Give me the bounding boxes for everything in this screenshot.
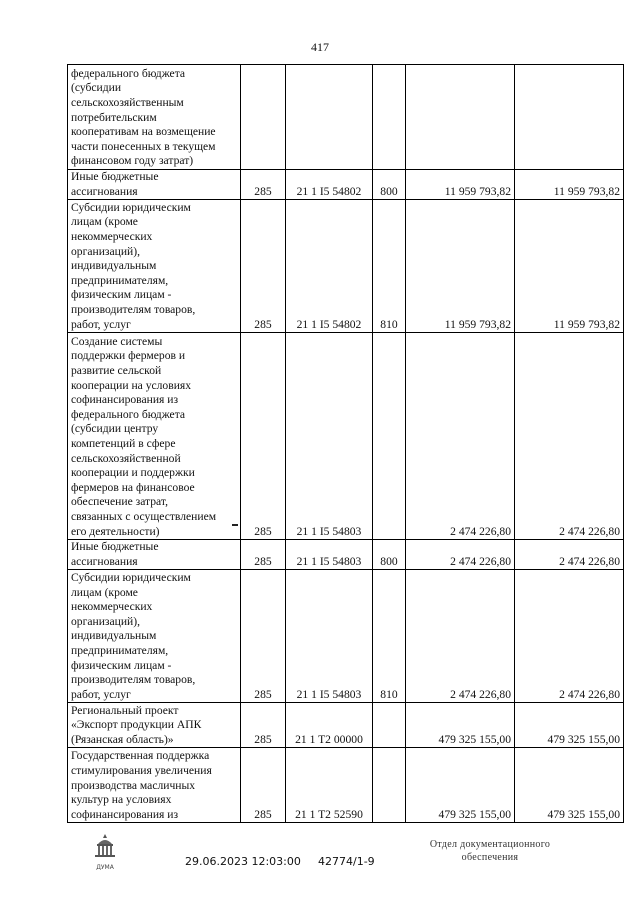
row-amount1-cell: 2 474 226,80 (406, 540, 515, 570)
row-amount2-cell (515, 65, 624, 170)
table-row (68, 748, 624, 823)
table-row (68, 333, 624, 540)
row-name: Региональный проект «Экспорт продукции АПК (Рязанская область)» (71, 703, 202, 746)
row-adm-cell: 285 (241, 703, 286, 748)
row-name: Субсидии юридическим лицам (кроме некоммерческих организаций), индивидуальным предпринимателям, физическим лицам - производителям товаров, работ, услуг (71, 200, 196, 331)
footer-datetime: 29.06.2023 12:03:00 (185, 855, 301, 868)
row-vr-cell (373, 333, 406, 540)
row-adm-cell (241, 65, 286, 170)
row-csr-cell: 21 1 I5 54802 (286, 170, 373, 200)
row-csr-cell: 21 1 I5 54803 (286, 570, 373, 703)
row-name: Государственная поддержка стимулирования увеличения производства масличных культур на условиях софинансирования из (71, 749, 212, 821)
row-amount2-cell: 2 474 226,80 (515, 540, 624, 570)
row-name: Иные бюджетные ассигнования (71, 170, 159, 198)
row-amount2-cell: 2 474 226,80 (515, 333, 624, 540)
table-row (68, 540, 624, 570)
row-csr-cell: 21 1 I5 54802 (286, 200, 373, 333)
row-amount1-cell: 479 325 155,00 (406, 703, 515, 748)
table-row (68, 65, 624, 170)
row-name: Субсидии юридическим лицам (кроме некоммерческих организаций), индивидуальным предпринимателям, физическим лицам - производителям товаров, работ, услуг (71, 571, 196, 701)
row-name: Иные бюджетные ассигнования (71, 540, 159, 568)
row-amount1-cell: 479 325 155,00 (406, 748, 515, 823)
row-name-cell (68, 748, 241, 823)
footer-doc-number: 42774/1-9 (318, 855, 375, 868)
row-csr-cell: 21 1 T2 00000 (286, 703, 373, 748)
row-amount2-cell: 11 959 793,82 (515, 170, 624, 200)
row-adm-cell: 285 (241, 200, 286, 333)
row-adm-cell: 285 (241, 570, 286, 703)
row-amount2-cell: 11 959 793,82 (515, 200, 624, 333)
row-csr-cell: 21 1 T2 52590 (286, 748, 373, 823)
row-amount1-cell: 11 959 793,82 (406, 200, 515, 333)
table-row (68, 570, 624, 703)
row-vr-cell: 800 (373, 170, 406, 200)
row-vr-cell: 810 (373, 200, 406, 333)
row-name-cell (68, 170, 241, 200)
row-amount1-cell: 2 474 226,80 (406, 333, 515, 540)
row-name-cell (68, 200, 241, 333)
logo-caption: ДУМА (96, 864, 114, 871)
row-amount1-cell: 2 474 226,80 (406, 570, 515, 703)
row-adm-cell: 285 (241, 540, 286, 570)
row-csr-cell (286, 65, 373, 170)
row-adm-cell: 285 (241, 170, 286, 200)
row-amount2-cell: 479 325 155,00 (515, 748, 624, 823)
footer-department-stamp (405, 838, 575, 864)
table-row (68, 703, 624, 748)
row-name-cell (68, 570, 241, 703)
page-number: 417 (311, 40, 329, 54)
row-name-cell (68, 540, 241, 570)
row-csr-cell: 21 1 I5 54803 (286, 540, 373, 570)
department-line-1: Отдел документационного (429, 839, 551, 850)
row-amount2-cell: 2 474 226,80 (515, 570, 624, 703)
row-amount1-cell (406, 65, 515, 170)
row-vr-cell: 800 (373, 540, 406, 570)
row-vr-cell (373, 703, 406, 748)
row-name-cell (68, 333, 241, 540)
table-row (68, 200, 624, 333)
row-name-cell (68, 65, 241, 170)
row-adm-cell: 285 (241, 748, 286, 823)
department-line-2: обеспечения (461, 852, 519, 863)
row-amount1-cell: 11 959 793,82 (406, 170, 515, 200)
row-vr-cell: 810 (373, 570, 406, 703)
row-name-cell (68, 703, 241, 748)
duma-logo-icon (90, 832, 120, 866)
table-row (68, 170, 624, 200)
budget-table (67, 64, 624, 823)
margin-mark (232, 524, 238, 526)
row-csr-cell: 21 1 I5 54803 (286, 333, 373, 540)
row-vr-cell (373, 65, 406, 170)
row-amount2-cell: 479 325 155,00 (515, 703, 624, 748)
row-adm-cell: 285 (241, 333, 286, 540)
row-name: Создание системы поддержки фермеров и развитие сельской кооперации на условиях софинансирования из федерального бюджета (субсидии центру компетенций в сфере сельскохозяйственной кооперации и поддержки фермеров на финансовое обеспечение затрат, связанных с осуществлением его деятельности) (71, 334, 217, 538)
row-vr-cell (373, 748, 406, 823)
row-name: федерального бюджета (субсидии сельскохозяйственным потребительским кооперативам на возмещение части понесенных в текущем финансовом году затрат) (71, 66, 216, 168)
